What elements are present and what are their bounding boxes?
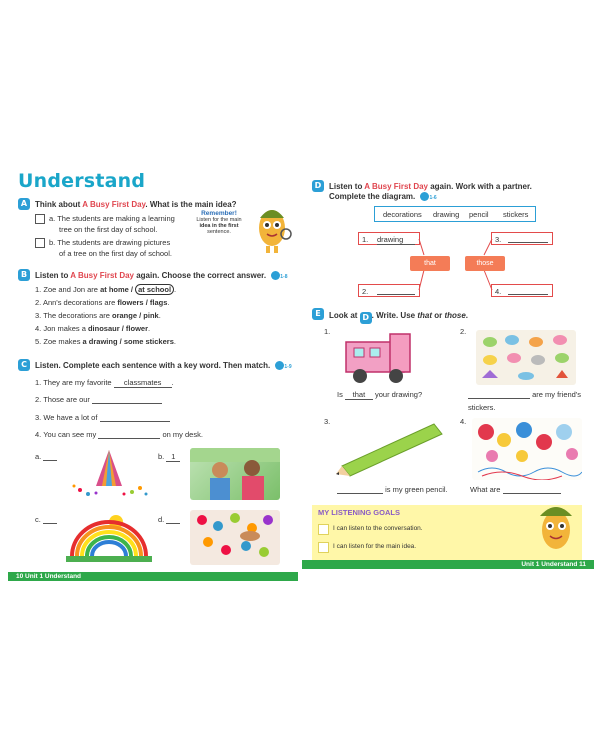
- balloons-picture: [472, 418, 582, 480]
- section-b-badge: B: [18, 269, 30, 281]
- right-page-footer: Unit 1 Understand 11: [302, 560, 594, 569]
- e-sentence-2-line2: stickers.: [468, 403, 496, 412]
- pic-d-label: d.: [158, 515, 180, 524]
- answer-blank[interactable]: [100, 413, 170, 422]
- b-item-4: 4. Jon makes a dinosaur / flower.: [35, 324, 151, 333]
- mascot-illustration: [252, 200, 292, 255]
- mascot-illustration: [534, 500, 579, 558]
- diagram-center-those: those: [465, 256, 505, 271]
- option-a-checkbox[interactable]: [35, 214, 45, 224]
- goal-2-checkbox[interactable]: [318, 542, 329, 553]
- e-sentence-3: is my green pencil.: [337, 485, 448, 494]
- flower-decorations-picture: [66, 446, 152, 498]
- section-a-question: Think about A Busy First Day. What is the main idea?: [35, 200, 237, 209]
- left-page-footer: 10 Unit 1 Understand: [8, 572, 298, 581]
- answer-blank: that: [345, 390, 373, 400]
- pic-b-label: b. 1: [158, 452, 180, 462]
- answer-blank[interactable]: [503, 485, 561, 494]
- remember-note: [188, 210, 250, 250]
- answer-blank[interactable]: [92, 395, 162, 404]
- goals-title: MY LISTENING GOALS: [318, 508, 400, 517]
- answer-blank[interactable]: [337, 485, 383, 494]
- truck-drawing-picture: [332, 330, 422, 388]
- option-a-text: a. The students are making a learning: [49, 214, 175, 223]
- pic-c-label: c.: [35, 515, 57, 524]
- goal-2-text: I can listen for the main idea.: [333, 543, 417, 550]
- diagram-box-1[interactable]: 1. drawing: [358, 232, 420, 245]
- remember-line1: Listen for the main: [196, 217, 242, 223]
- c-item-4: 4. You can see my on my desk.: [35, 430, 203, 439]
- b-item-5: 5. Zoe makes a drawing / some stickers.: [35, 337, 176, 346]
- section-d-question-line2: Complete the diagram. 1-6: [329, 192, 437, 201]
- remember-line2: idea in the first: [199, 223, 239, 229]
- c-item-2: 2. Those are our: [35, 395, 162, 404]
- option-b-text-line2: of a tree on the first day of school.: [59, 249, 172, 258]
- answer-blank[interactable]: [468, 390, 530, 399]
- section-d-question: Listen to A Busy First Day again. Work with a partner.: [329, 182, 532, 191]
- section-c-badge: C: [18, 359, 30, 371]
- e-number-2: 2.: [460, 327, 467, 336]
- e-number-1: 1.: [324, 327, 331, 336]
- stickers-picture: [476, 330, 576, 385]
- stickers-photo: [190, 510, 280, 565]
- remember-line3: sentence.: [207, 229, 231, 235]
- diagram-box-4[interactable]: 4.: [491, 284, 553, 297]
- b-item-3: 3. The decorations are orange / pink.: [35, 311, 161, 320]
- e-number-3: 3.: [324, 417, 331, 426]
- e-sentence-4: What are: [470, 485, 561, 494]
- word-bank-item: pencil: [469, 210, 489, 219]
- option-a-text-line2: tree on the first day of school.: [59, 225, 158, 234]
- pic-a-label: a.: [35, 452, 57, 461]
- section-a-badge: A: [18, 198, 30, 210]
- audio-icon[interactable]: [271, 271, 280, 280]
- b-item-2: 2. Ann's decorations are flowers / flags.: [35, 298, 170, 307]
- c-item-1: 1. They are my favorite classmates .: [35, 378, 174, 387]
- section-c-question: Listen. Complete each sentence with a key word. Then match. 1-9: [35, 361, 292, 370]
- circled-answer: at school: [135, 284, 174, 295]
- right-page: [302, 150, 594, 586]
- c-item-3: 3. We have a lot of: [35, 413, 170, 422]
- box1-answer: drawing: [377, 235, 415, 245]
- word-bank-item: drawing: [433, 210, 460, 219]
- diagram-box-2[interactable]: 2.: [358, 284, 420, 297]
- pencil-picture: [334, 418, 454, 478]
- answer-blank[interactable]: [98, 430, 160, 439]
- e-sentence-1: Is that your drawing?: [337, 390, 423, 399]
- goal-1-checkbox[interactable]: [318, 524, 329, 535]
- section-e-badge: E: [312, 308, 324, 320]
- rainbow-drawing-picture: [66, 510, 152, 562]
- diagram-box-3[interactable]: 3.: [491, 232, 553, 245]
- remember-title: Remember!: [201, 210, 237, 217]
- e-sentence-2: are my friend's: [468, 390, 581, 399]
- section-d-badge: D: [312, 180, 324, 192]
- diagram-center-that: that: [410, 256, 450, 271]
- option-b-checkbox[interactable]: [35, 238, 45, 248]
- option-b-text: b. The students are drawing pictures: [49, 238, 171, 247]
- page-title: Understand: [18, 170, 146, 192]
- classmates-photo: [190, 448, 280, 500]
- word-bank-item: decorations: [383, 210, 422, 219]
- section-b-question: Listen to A Busy First Day again. Choose the correct answer. 1-8: [35, 271, 288, 280]
- answer-blank: classmates: [114, 378, 172, 388]
- goal-1-text: I can listen to the conversation.: [333, 525, 423, 532]
- b-item-1: 1. Zoe and Jon are at home / at school .: [35, 285, 177, 294]
- e-number-4: 4.: [460, 417, 467, 426]
- section-e-question: Look at D . Write. Use that or those.: [329, 311, 469, 322]
- word-bank-item: stickers: [503, 210, 529, 219]
- left-page: [8, 150, 298, 586]
